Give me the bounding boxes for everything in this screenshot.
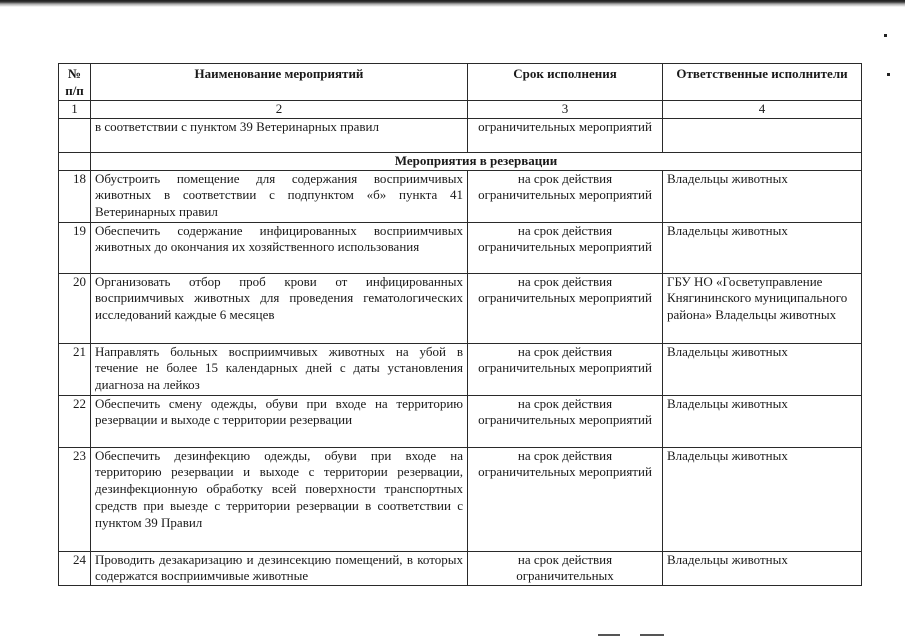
row-responsible: Владельцы животных (663, 222, 862, 273)
scan-bottom-mark (598, 634, 620, 636)
header-name: Наименование мероприятий (91, 64, 468, 101)
row-description: Направлять больных восприимчивых животных на убой в течение не более 15 календарных дней с даты установления диагноза на лейкоз (91, 343, 468, 395)
column-number: 2 (91, 100, 468, 118)
row-number: 21 (59, 343, 91, 395)
table-row (59, 222, 862, 273)
row-number (59, 118, 91, 152)
row-number: 23 (59, 447, 91, 551)
row-description: Обеспечить смену одежды, обуви при входе на территорию резервации и выходе с территории резервации (91, 395, 468, 447)
row-term: на срок действия ограничительных мероприятий (468, 222, 663, 273)
table-row (59, 395, 862, 447)
row-term: на срок действия ограничительных мероприятий (468, 447, 663, 551)
row-term: ограничительных мероприятий (468, 118, 663, 152)
scan-speck (887, 73, 890, 76)
scan-speck (884, 34, 887, 37)
row-number: 20 (59, 273, 91, 343)
row-responsible: Владельцы животных (663, 551, 862, 586)
column-numbers-row (59, 100, 862, 118)
table-row (59, 551, 862, 586)
row-number: 18 (59, 170, 91, 222)
row-responsible: Владельцы животных (663, 447, 862, 551)
header-responsible: Ответственные исполнители (663, 64, 862, 101)
row-description: Организовать отбор проб крови от инфицированных восприимчивых животных для проведения гематологических исследований каждые 6 месяцев (91, 273, 468, 343)
row-description: Обеспечить содержание инфицированных восприимчивых животных до окончания их хозяйственного использования (91, 222, 468, 273)
row-term: на срок действия ограничительных мероприятий (468, 170, 663, 222)
section-num-cell (59, 152, 91, 170)
column-number: 1 (59, 100, 91, 118)
row-responsible: Владельцы животных (663, 170, 862, 222)
row-term: на срок действия ограничительных мероприятий (468, 343, 663, 395)
section-row (59, 152, 862, 170)
row-responsible (663, 118, 862, 152)
row-term: на срок действия ограничительных (468, 551, 663, 586)
measures-table (58, 63, 862, 586)
row-term: на срок действия ограничительных мероприятий (468, 273, 663, 343)
section-title: Мероприятия в резервации (91, 152, 862, 170)
column-number: 3 (468, 100, 663, 118)
row-responsible: Владельцы животных (663, 395, 862, 447)
row-description: Обеспечить дезинфекцию одежды, обуви при входе на территорию резервации и выходе с территории резервации, дезинфекционную обработку всей поверхности транспортных средств при выезде с территории резервации в соответствии с пунктом 39 Правил (91, 447, 468, 551)
column-number: 4 (663, 100, 862, 118)
row-term: на срок действия ограничительных мероприятий (468, 395, 663, 447)
header-num: № п/п (59, 64, 91, 101)
header-term: Срок исполнения (468, 64, 663, 101)
row-description: Обустроить помещение для содержания восприимчивых животных в соответствии с подпунктом «б» пункта 41 Ветеринарных правил (91, 170, 468, 222)
table-row (59, 273, 862, 343)
table-row (59, 447, 862, 551)
continuation-row (59, 118, 862, 152)
row-description: Проводить дезакаризацию и дезинсекцию помещений, в которых содержатся восприимчивые животные (91, 551, 468, 586)
row-number: 22 (59, 395, 91, 447)
table-header-row (59, 64, 862, 101)
scan-top-edge (0, 0, 905, 7)
row-number: 19 (59, 222, 91, 273)
scan-bottom-mark (640, 634, 664, 636)
table-row (59, 343, 862, 395)
row-responsible: Владельцы животных (663, 343, 862, 395)
row-description: в соответствии с пунктом 39 Ветеринарных правил (91, 118, 468, 152)
row-responsible: ГБУ НО «Госветуправление Княгининского муниципального района» Владельцы животных (663, 273, 862, 343)
table-row (59, 170, 862, 222)
row-number: 24 (59, 551, 91, 586)
